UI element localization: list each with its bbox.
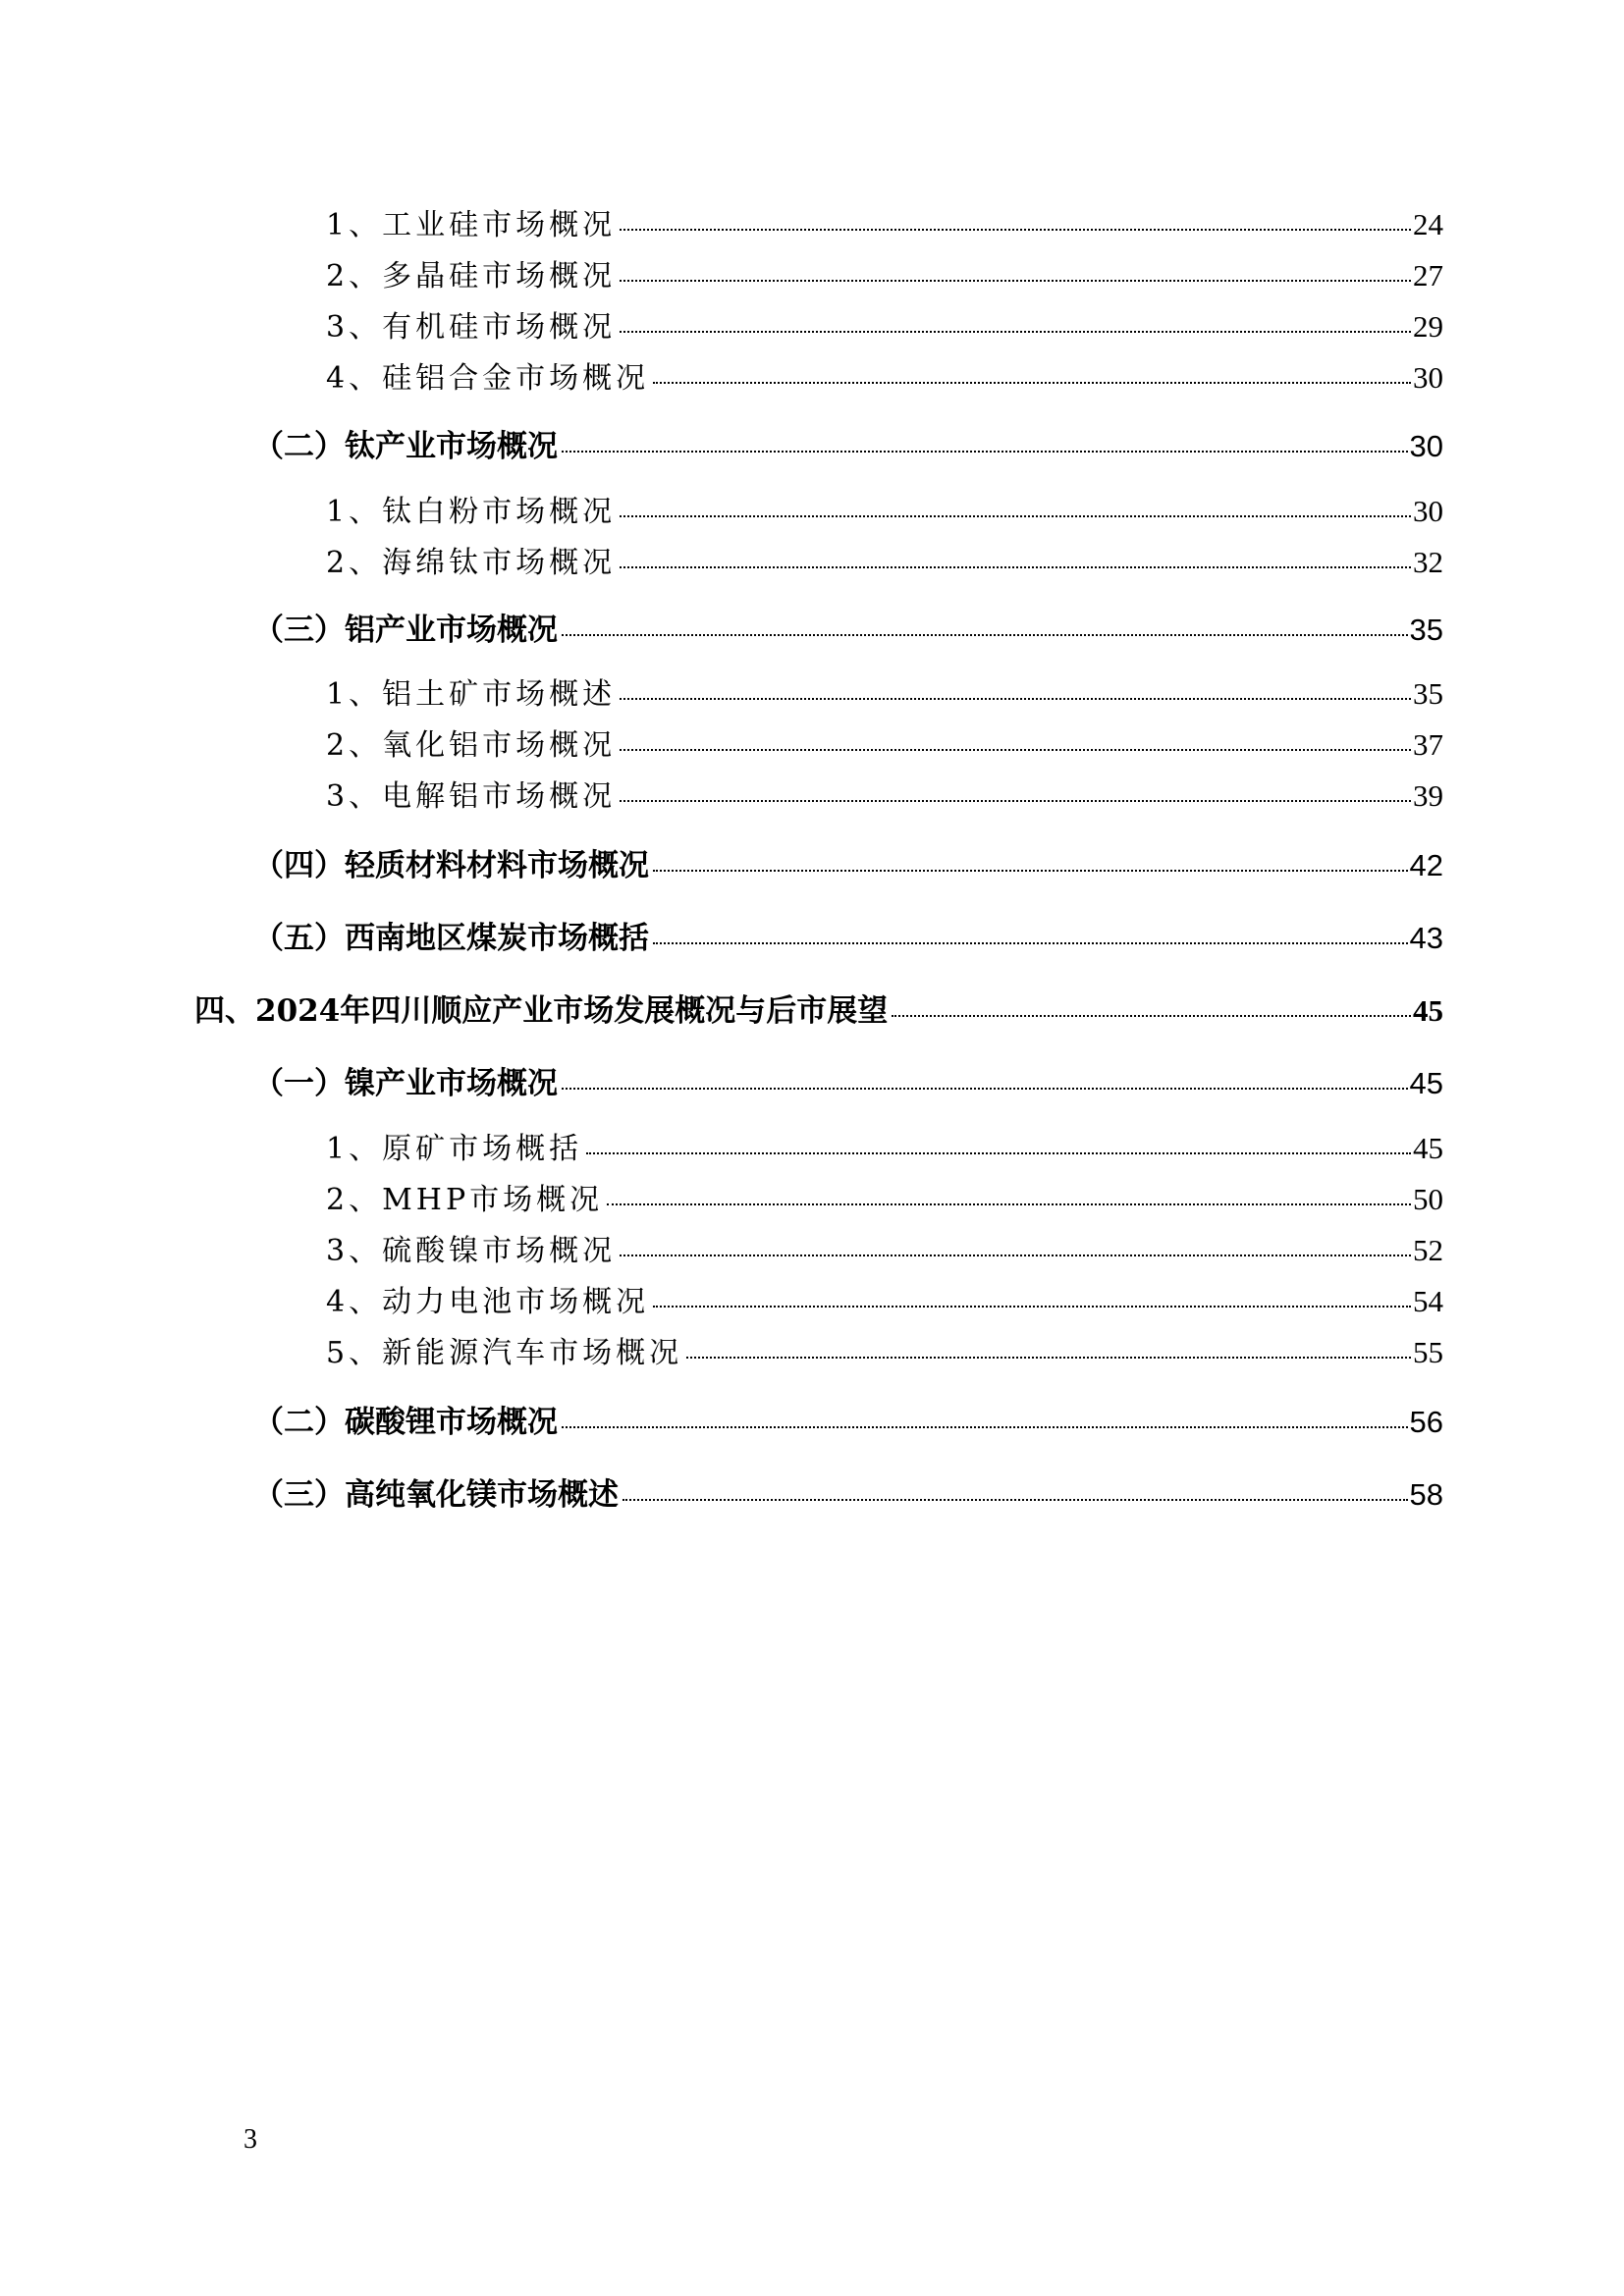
toc-entry-title: 1、钛白粉市场概况 [326,495,617,529]
toc-entry-title: （二）钛产业市场概况 [253,429,558,464]
toc-entry-silicon-aluminum-alloy[interactable] [326,353,1443,397]
toc-entry-page: 39 [1413,778,1443,813]
toc-entry-organic-silicon[interactable] [326,302,1443,346]
toc-entry-page: 35 [1413,676,1443,711]
toc-entry-alumina[interactable] [326,721,1443,764]
toc-entry-page: 35 [1409,613,1443,647]
toc-entry-page: 42 [1409,848,1443,882]
toc-entry-title: 5、新能源汽车市场概况 [326,1336,683,1370]
dot-leader [562,426,1408,456]
toc-entry-title: 4、硅铝合金市场概况 [326,361,650,396]
toc-entry-polysilicon[interactable] [326,251,1443,294]
toc-entry-high-purity-magnesia[interactable] [253,1469,1443,1514]
dot-leader [653,1282,1411,1311]
toc-entry-title: 3、硫酸镍市场概况 [326,1234,617,1268]
toc-entry-page: 52 [1413,1233,1443,1267]
dot-leader [562,610,1408,640]
toc-entry-page: 45 [1413,1131,1443,1165]
toc-entry-nickel-industry[interactable] [253,1058,1443,1102]
toc-entry-lightweight-materials[interactable] [253,840,1443,884]
toc-entry-title: （二）碳酸锂市场概况 [253,1405,558,1440]
toc-entry-new-energy-vehicles[interactable] [326,1328,1443,1371]
toc-entry-title: 1、原矿市场概括 [326,1132,583,1166]
toc-entry-electrolytic-aluminum[interactable] [326,772,1443,815]
dot-leader [620,307,1411,337]
toc-entry-page: 50 [1413,1182,1443,1216]
toc-entry-lithium-carbonate[interactable] [253,1397,1443,1441]
toc-entry-title: （一）镍产业市场概况 [253,1066,558,1101]
dot-leader [620,1231,1411,1260]
toc-entry-title: （三）铝产业市场概况 [253,613,558,648]
toc-entry-page: 37 [1413,727,1443,762]
dot-leader [686,1333,1411,1362]
dot-leader [620,205,1411,235]
toc-entry-page: 30 [1409,429,1443,463]
toc-entry-title: 2、多晶硅市场概况 [326,259,617,294]
dot-leader [562,1402,1408,1432]
toc-entry-title: 2、海绵钛市场概况 [326,546,617,580]
toc-entry-titanium-industry[interactable] [253,421,1443,465]
toc-entry-title: 1、工业硅市场概况 [326,208,617,242]
toc-entry-page: 45 [1409,1066,1443,1100]
dot-leader [620,256,1411,286]
toc-entry-titanium-sponge[interactable] [326,538,1443,581]
toc-entry-nickel-sulfate[interactable] [326,1226,1443,1269]
toc-entry-chapter-four[interactable] [194,986,1443,1030]
dot-leader [653,358,1411,388]
dot-leader [620,492,1411,521]
toc-entry-aluminum-industry[interactable] [253,605,1443,649]
toc-entry-page: 29 [1413,309,1443,344]
dot-leader [620,543,1411,572]
toc-entry-title: 3、电解铝市场概况 [326,779,617,814]
toc-entry-page: 58 [1409,1477,1443,1512]
toc-entry-page: 32 [1413,545,1443,579]
dot-leader [620,674,1411,704]
toc-entry-title: 3、有机硅市场概况 [326,310,617,345]
toc-entry-title: 四、2024年四川顺应产业市场发展概况与后市展望 [194,993,889,1029]
toc-entry-page: 30 [1413,494,1443,528]
toc-entry-page: 56 [1409,1405,1443,1439]
dot-leader [892,990,1411,1021]
dot-leader [653,918,1408,948]
toc-entry-page: 27 [1413,258,1443,293]
dot-leader [562,1063,1408,1094]
toc-entry-title: （四）轻质材料材料市场概况 [253,848,649,883]
dot-leader [586,1129,1411,1158]
toc-entry-title: （五）西南地区煤炭市场概括 [253,921,649,956]
toc-entry-mhp[interactable] [326,1175,1443,1218]
toc-entry-page: 24 [1413,207,1443,241]
toc-entry-page: 30 [1413,360,1443,395]
toc-entry-titanium-dioxide[interactable] [326,487,1443,530]
toc-entry-page: 54 [1413,1284,1443,1318]
dot-leader [620,725,1411,755]
toc-entry-page: 45 [1413,993,1443,1028]
toc-entry-bauxite[interactable] [326,669,1443,713]
toc-entry-southwest-coal[interactable] [253,913,1443,957]
toc-entry-power-battery[interactable] [326,1277,1443,1320]
dot-leader [653,845,1408,876]
footer-page-number: 3 [244,2124,257,2155]
toc-entry-page: 55 [1413,1335,1443,1369]
toc-entry-title: 4、动力电池市场概况 [326,1285,650,1319]
toc-entry-raw-ore[interactable] [326,1124,1443,1167]
toc-entry-page: 43 [1409,921,1443,955]
dot-leader [623,1474,1408,1505]
dot-leader [620,776,1411,806]
toc-entry-title: 2、氧化铝市场概况 [326,728,617,763]
toc-entry-title: 2、MHP市场概况 [326,1183,604,1217]
toc-entry-industrial-silicon[interactable] [326,200,1443,243]
toc-entry-title: 1、铝土矿市场概述 [326,677,617,712]
dot-leader [607,1180,1411,1209]
toc-entry-title: （三）高纯氧化镁市场概述 [253,1477,619,1513]
